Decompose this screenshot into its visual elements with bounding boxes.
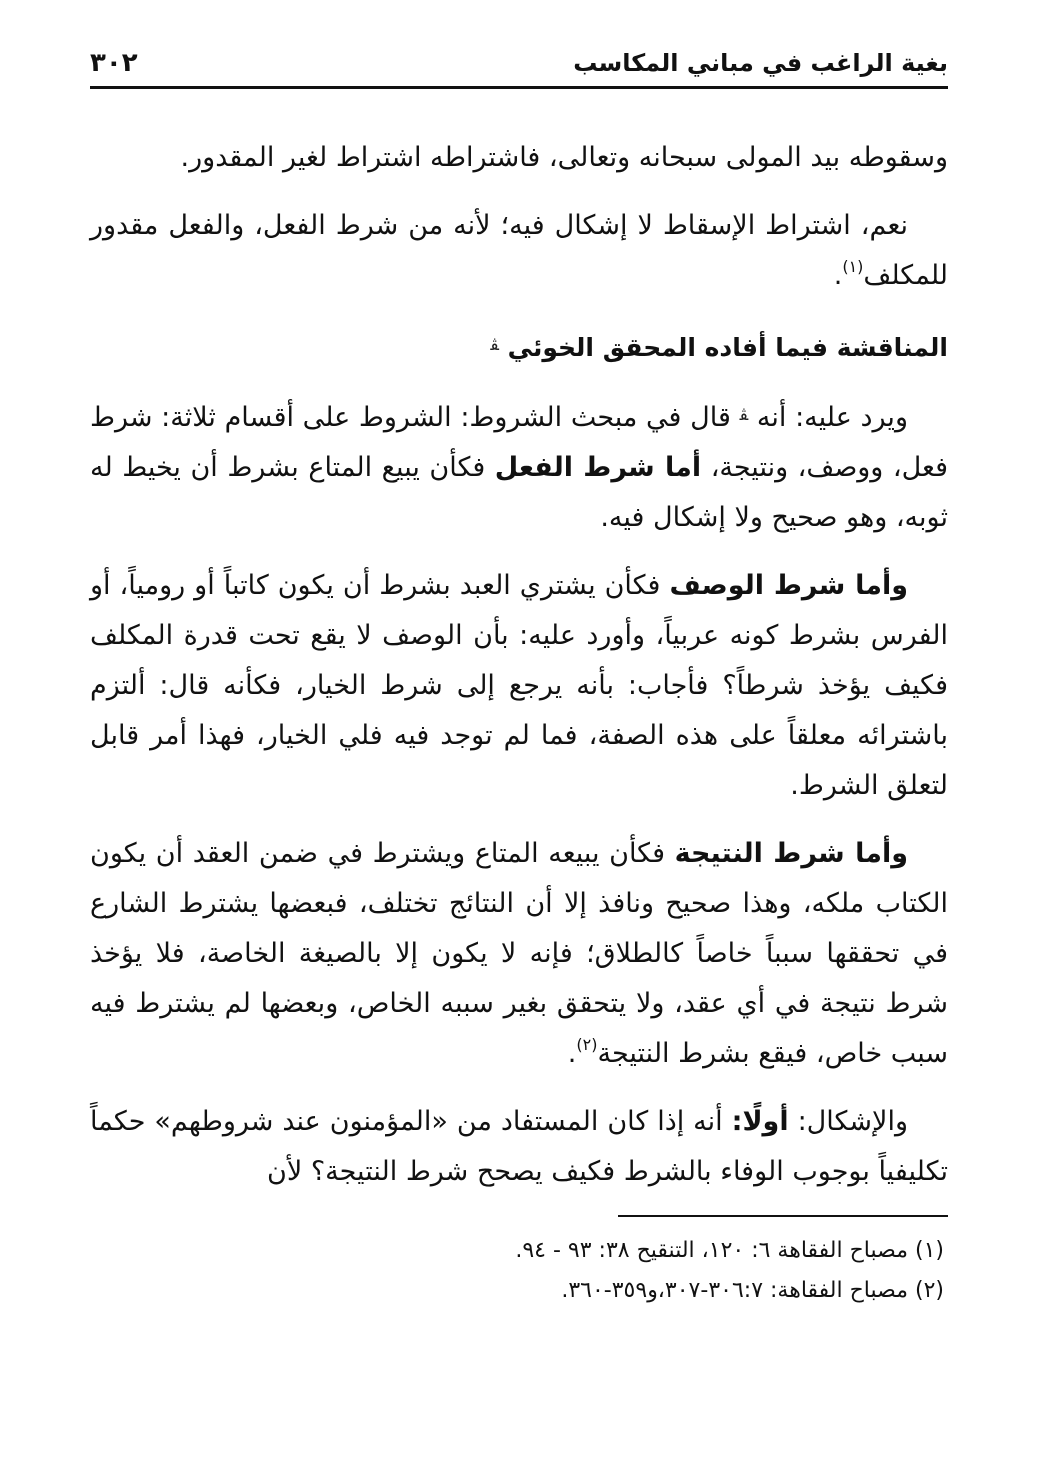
paragraph-3-part-b: قال في مبحث الشروط: الشروط على أقسام ثلاثة: شرط فعل، ووصف، ونتيجة، bbox=[90, 402, 948, 483]
running-title: بغية الراغب في مباني المكاسب bbox=[573, 49, 948, 77]
page-number: ٣٠٢ bbox=[90, 48, 138, 78]
paragraph-3-part-a: ويرد عليه: أنه bbox=[756, 402, 908, 433]
page-body bbox=[90, 133, 948, 1197]
footnote-2: (٢) مصباح الفقاهة: ٣٠٦:٧-٣٠٧،و٣٥٩-٣٦٠. bbox=[561, 1278, 944, 1303]
footnote-ref-2[interactable]: (٢) bbox=[576, 1035, 598, 1054]
paragraph-3 bbox=[90, 390, 948, 543]
paragraph-1-text: وسقوطه بيد المولى سبحانه وتعالى، فاشتراطه اشتراط لغير المقدور. bbox=[180, 142, 948, 173]
footnote-1: (١) مصباح الفقاهة ٦: ١٢٠، التنقيح ٣٨: ٩٣ - ٩٤. bbox=[515, 1238, 944, 1263]
paragraph-1 bbox=[90, 133, 948, 183]
section-heading bbox=[90, 323, 948, 370]
page-header bbox=[90, 40, 948, 89]
honorific-symbol-icon: ﭭ bbox=[490, 335, 499, 355]
paragraph-6-part-a: والإشكال: bbox=[797, 1106, 908, 1137]
paragraph-5 bbox=[90, 829, 948, 1079]
footnote-divider bbox=[618, 1215, 948, 1217]
paragraph-6-part-b: أنه إذا كان المستفاد من «المؤمنون عند شروطهم» حكماً تكليفياً بوجوب الوفاء بالشرط فكيف يصحح شرط النتيجة؟ لأن bbox=[90, 1106, 948, 1187]
paragraph-4-text: فكأن يشتري العبد بشرط أن يكون كاتباً أو رومياً، أو الفرس بشرط كونه عربياً، وأورد عليه: بأن الوصف لا يقع تحت قدرة المكلف فكيف يؤخذ شرطاً؟ فأجاب: بأنه يرجع إلى شرط الخيار، فكأنه قال: ألتزم باشترائه معلقاً على هذه الصفة، فما لم توجد فيه فلي الخيار، فهذا أمر قابل لتعلق الشرط. bbox=[90, 570, 948, 801]
honorific-symbol-icon: ﭭ bbox=[739, 405, 749, 425]
term-result-condition: وأما شرط النتيجة bbox=[674, 838, 908, 869]
term-first: أولًا: bbox=[731, 1106, 789, 1137]
term-action-condition: أما شرط الفعل bbox=[494, 452, 702, 483]
section-heading-text: المناقشة فيما أفاده المحقق الخوئي bbox=[507, 333, 948, 362]
paragraph-2-end: . bbox=[833, 260, 843, 291]
paragraph-2-text: نعم، اشتراط الإسقاط لا إشكال فيه؛ لأنه من شرط الفعل، والفعل مقدور للمكلف bbox=[90, 210, 948, 291]
footnotes bbox=[90, 1231, 948, 1311]
paragraph-2 bbox=[90, 201, 948, 301]
paragraph-5-text: فكأن يبيعه المتاع ويشترط في ضمن العقد أن يكون الكتاب ملكه، وهذا صحيح ونافذ إلا أن النتائج تختلف، فبعضها يشترط الشارع في تحققها سبباً خاصاً كالطلاق؛ فإنه لا يكون إلا بالصيغة الخاصة، فلا يؤخذ شرط نتيجة في أي عقد، ولا يتحقق بغير سببه الخاص، وبعضها لم يشترط فيه سبب خاص، فيقع بشرط النتيجة bbox=[90, 838, 948, 1069]
book-page bbox=[90, 40, 948, 1440]
paragraph-3-part-c: فكأن يبيع المتاع بشرط أن يخيط له ثوبه، وهو صحيح ولا إشكال فيه. bbox=[90, 452, 948, 533]
paragraph-6 bbox=[90, 1097, 948, 1197]
term-description-condition: وأما شرط الوصف bbox=[669, 570, 908, 601]
footnote-ref-1[interactable]: (١) bbox=[842, 257, 864, 276]
paragraph-5-end: . bbox=[567, 1038, 577, 1069]
paragraph-4 bbox=[90, 561, 948, 811]
